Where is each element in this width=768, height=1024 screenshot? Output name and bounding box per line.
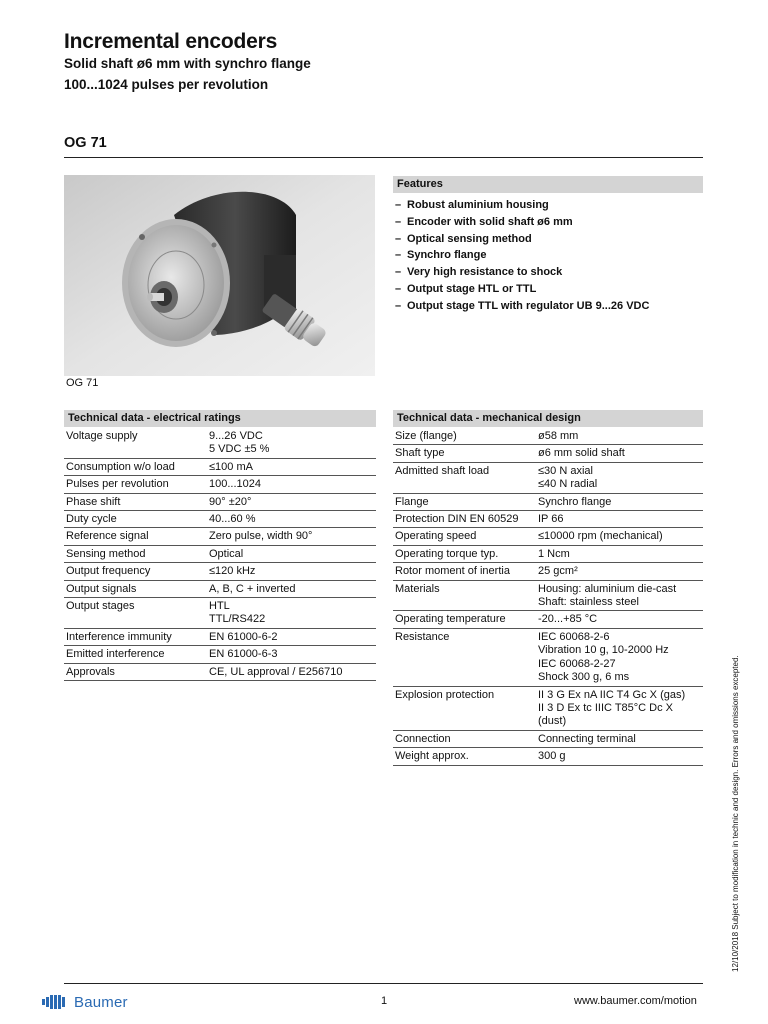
- table-row: [64, 663, 376, 680]
- spec-label: Size (flange): [393, 427, 536, 445]
- spec-label: Operating torque typ.: [393, 545, 536, 562]
- table-row: [64, 545, 376, 562]
- spec-value: EN 61000-6-2: [207, 628, 376, 645]
- table-row: [393, 563, 703, 580]
- spec-label: Duty cycle: [64, 511, 207, 528]
- table-row: [393, 730, 703, 747]
- spec-label: Reference signal: [64, 528, 207, 545]
- spec-label: Consumption w/o load: [64, 458, 207, 475]
- electrical-ratings-heading: Technical data - electrical ratings: [64, 410, 376, 427]
- product-photo: [64, 175, 375, 376]
- table-row: [393, 493, 703, 510]
- spec-value: Housing: aluminium die-cast Shaft: stainless steel: [536, 580, 703, 611]
- footer-url[interactable]: www.baumer.com/motion: [574, 995, 697, 1007]
- table-row: [393, 580, 703, 611]
- spec-value: ≤10000 rpm (mechanical): [536, 528, 703, 545]
- spec-value: ≤100 mA: [207, 458, 376, 475]
- logo-text: Baumer: [74, 993, 128, 1011]
- spec-value: ≤30 N axial ≤40 N radial: [536, 462, 703, 493]
- table-row: [64, 598, 376, 629]
- table-row: [393, 545, 703, 562]
- table-row: [64, 493, 376, 510]
- spec-value: ø6 mm solid shaft: [536, 445, 703, 462]
- spec-value: II 3 G Ex nA IIC T4 Gc X (gas) II 3 D Ex tc IIIC T85°C Dc X (dust): [536, 686, 703, 730]
- spec-label: Output signals: [64, 580, 207, 597]
- table-row: [64, 476, 376, 493]
- table-row: [393, 427, 703, 445]
- header-divider: [64, 157, 703, 158]
- table-row: [393, 611, 703, 628]
- table-row: [393, 511, 703, 528]
- spec-label: Operating temperature: [393, 611, 536, 628]
- spec-value: 40...60 %: [207, 511, 376, 528]
- spec-value: 25 gcm²: [536, 563, 703, 580]
- spec-value: CE, UL approval / E256710: [207, 663, 376, 680]
- spec-label: Emitted interference: [64, 646, 207, 663]
- table-row: [64, 528, 376, 545]
- spec-label: Interference immunity: [64, 628, 207, 645]
- baumer-logo: [42, 992, 128, 1012]
- features-heading: Features: [393, 176, 703, 193]
- table-row: [393, 462, 703, 493]
- spec-label: Output stages: [64, 598, 207, 629]
- spec-label: Protection DIN EN 60529: [393, 511, 536, 528]
- features-list: [393, 193, 703, 315]
- mechanical-design-table: [393, 427, 703, 766]
- spec-label: Voltage supply: [64, 427, 207, 458]
- spec-label: Resistance: [393, 628, 536, 686]
- table-row: [64, 628, 376, 645]
- list-item: – Synchro flange: [395, 249, 487, 262]
- spec-value: 9...26 VDC 5 VDC ±5 %: [207, 427, 376, 458]
- electrical-ratings-section: [64, 410, 376, 681]
- photo-caption: OG 71: [66, 377, 99, 389]
- spec-value: 100...1024: [207, 476, 376, 493]
- table-row: [393, 748, 703, 765]
- spec-value: Synchro flange: [536, 493, 703, 510]
- table-row: [393, 686, 703, 730]
- spec-value: ≤120 kHz: [207, 563, 376, 580]
- subtitle-pulses: 100...1024 pulses per revolution: [64, 77, 269, 92]
- spec-value: EN 61000-6-3: [207, 646, 376, 663]
- electrical-ratings-table: [64, 427, 376, 681]
- spec-label: Weight approx.: [393, 748, 536, 765]
- mechanical-design-section: [393, 410, 703, 766]
- spec-value: ø58 mm: [536, 427, 703, 445]
- spec-label: Connection: [393, 730, 536, 747]
- spec-value: 1 Ncm: [536, 545, 703, 562]
- spec-label: Flange: [393, 493, 536, 510]
- list-item: – Encoder with solid shaft ø6 mm: [395, 215, 573, 228]
- page-title: Incremental encoders: [64, 30, 278, 53]
- list-item: – Output stage HTL or TTL: [395, 282, 537, 295]
- list-item: – Very high resistance to shock: [395, 266, 563, 279]
- list-item: – Output stage TTL with regulator UB 9...26 VDC: [395, 299, 650, 312]
- spec-label: Phase shift: [64, 493, 207, 510]
- logo-mark-icon: [42, 995, 68, 1009]
- spec-value: 90° ±20°: [207, 493, 376, 510]
- spec-value: Zero pulse, width 90°: [207, 528, 376, 545]
- spec-value: IP 66: [536, 511, 703, 528]
- disclaimer-note: 12/10/2018 Subject to modification in technic and design. Errors and omissions excepted.: [731, 655, 740, 972]
- list-item: – Robust aluminium housing: [395, 199, 549, 211]
- table-row: [393, 628, 703, 686]
- mechanical-design-heading: Technical data - mechanical design: [393, 410, 703, 427]
- spec-label: Output frequency: [64, 563, 207, 580]
- subtitle-shaft: Solid shaft ø6 mm with synchro flange: [64, 56, 311, 71]
- table-row: [393, 445, 703, 462]
- spec-label: Admitted shaft load: [393, 462, 536, 493]
- spec-label: Materials: [393, 580, 536, 611]
- spec-value: -20...+85 °C: [536, 611, 703, 628]
- spec-value: 300 g: [536, 748, 703, 765]
- table-row: [64, 563, 376, 580]
- spec-label: Rotor moment of inertia: [393, 563, 536, 580]
- spec-label: Sensing method: [64, 545, 207, 562]
- spec-value: Optical: [207, 545, 376, 562]
- footer-divider: [64, 983, 703, 984]
- table-row: [64, 646, 376, 663]
- table-row: [64, 580, 376, 597]
- table-row: [393, 528, 703, 545]
- features-section: [393, 176, 703, 315]
- table-row: [64, 511, 376, 528]
- spec-value: A, B, C + inverted: [207, 580, 376, 597]
- table-row: [64, 427, 376, 458]
- spec-label: Approvals: [64, 663, 207, 680]
- model-name: OG 71: [64, 135, 107, 151]
- spec-label: Explosion protection: [393, 686, 536, 730]
- table-row: [64, 458, 376, 475]
- list-item: – Optical sensing method: [395, 232, 532, 245]
- spec-value: Connecting terminal: [536, 730, 703, 747]
- spec-label: Pulses per revolution: [64, 476, 207, 493]
- spec-value: HTL TTL/RS422: [207, 598, 376, 629]
- spec-value: IEC 60068-2-6 Vibration 10 g, 10-2000 Hz IEC 60068-2-27 Shock 300 g, 6 ms: [536, 628, 703, 686]
- spec-label: Shaft type: [393, 445, 536, 462]
- spec-label: Operating speed: [393, 528, 536, 545]
- page-number: 1: [381, 995, 388, 1007]
